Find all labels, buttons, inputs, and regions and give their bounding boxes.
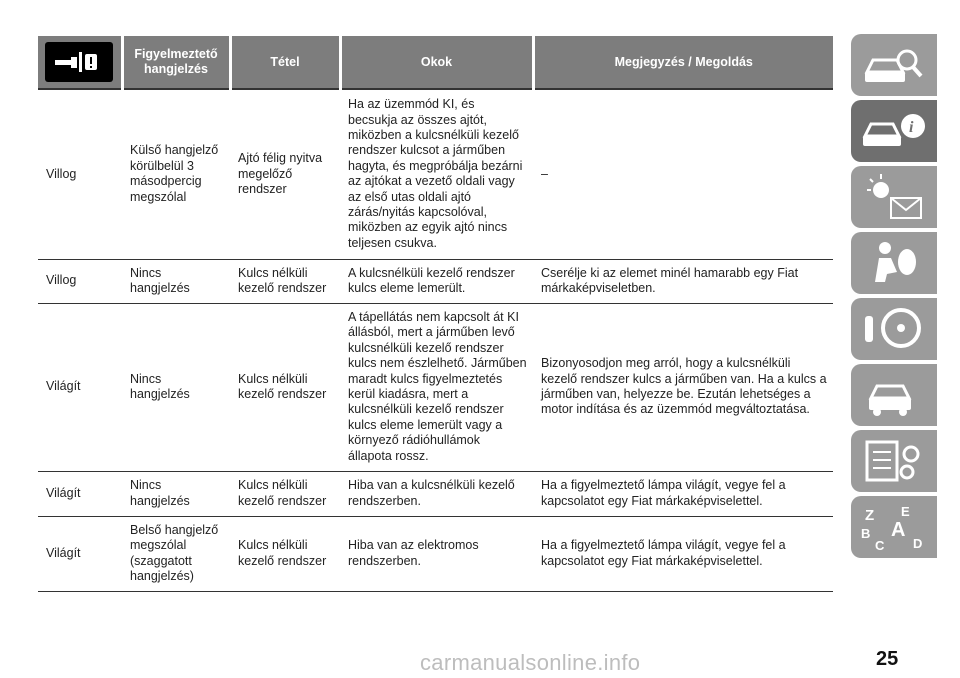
cell-cause: Ha az üzemmód KI, és becsukja az összes ajtót, miközben a kulcsnélküli kezelő rendszer kulcsot a járműben hagyta, és megpróbálja bezárni az ajtókat a vezető oldali vagy az első utas oldali ajtó zárás/nyitás kapcsolóval, miközben az egyik ajtó nincs teljesen csukva.	[340, 89, 533, 259]
watermark: carmanualsonline.info	[420, 650, 641, 675]
warning-light-message-icon	[857, 170, 929, 224]
table-header-row	[38, 36, 833, 89]
cell-sound: Nincs hangjelzés	[122, 471, 230, 516]
cell-light: Világít	[38, 303, 122, 471]
tab-warning-lights[interactable]	[851, 166, 937, 228]
cell-cause: A kulcsnélküli kezelő rendszer kulcs eleme lemerült.	[340, 259, 533, 303]
cell-light: Villog	[38, 259, 122, 303]
car-search-icon	[857, 38, 929, 92]
svg-text:A: A	[891, 519, 906, 541]
cell-light: Világít	[38, 516, 122, 591]
cell-cause: Hiba van az elektromos rendszerben.	[340, 516, 533, 591]
table-row	[38, 516, 833, 591]
cell-solution: Cserélje ki az elemet minél hamarabb egy Fiat márkaképviseletben.	[533, 259, 833, 303]
airbag-seat-icon	[857, 236, 929, 290]
tab-car-info[interactable]	[851, 100, 937, 162]
tab-maintenance[interactable]	[851, 430, 937, 492]
table-row	[38, 303, 833, 471]
cell-cause: A tápellátás nem kapcsolt át KI állásból, mert a járműben levő kulcsnélküli kezelő rendszer kulcs nem észlelhető. Járműben maradt kulcs figyelmeztetés kerül kiadásra, mert a kulcsnélküli kezelő rendszer kulcs eleme lemerült vagy a környező rádióhullámok állapota rossz.	[340, 303, 533, 471]
car-service-icon	[857, 368, 929, 422]
cell-solution: Bizonyosodjon meg arról, hogy a kulcsnélküli kezelő rendszer kulcs a járműben van. Ha a kulcs a járműben van, helyezze be. Ezután lehetséges a motor indítása és az üzemmód megváltoztatása.	[533, 303, 833, 471]
header-solution: Megjegyzés / Megoldás	[533, 36, 833, 89]
svg-text:E: E	[901, 504, 910, 519]
cell-sound: Nincs hangjelzés	[122, 303, 230, 471]
cell-item: Kulcs nélküli kezelő rendszer	[230, 259, 340, 303]
troubleshooting-table-container	[38, 36, 833, 592]
steering-key-icon	[857, 302, 929, 356]
header-warning-sound: Figyelmeztető hangjelzés	[122, 36, 230, 89]
header-causes: Okok	[340, 36, 533, 89]
cell-item: Ajtó félig nyitva megelőző rendszer	[230, 89, 340, 259]
cell-light: Világít	[38, 471, 122, 516]
tab-starting-driving[interactable]	[851, 298, 937, 360]
cell-sound: Belső hangjelző megszólal (szaggatott hangjelzés)	[122, 516, 230, 591]
cell-item: Kulcs nélküli kezelő rendszer	[230, 516, 340, 591]
cell-cause: Hiba van a kulcsnélküli kezelő rendszerben.	[340, 471, 533, 516]
alphabet-index-icon	[857, 500, 929, 554]
cell-light: Villog	[38, 89, 122, 259]
svg-text:B: B	[861, 526, 871, 541]
cell-solution: Ha a figyelmeztető lámpa világít, vegye fel a kapcsolatot egy Fiat márkaképviselettel.	[533, 471, 833, 516]
tab-index[interactable]	[851, 496, 937, 558]
tab-car-search[interactable]	[851, 34, 937, 96]
car-info-icon	[857, 104, 929, 158]
key-fob-warning-icon	[45, 42, 113, 82]
table-row	[38, 259, 833, 303]
svg-text:D: D	[913, 536, 923, 551]
cell-sound: Nincs hangjelzés	[122, 259, 230, 303]
svg-text:Z: Z	[865, 507, 875, 524]
page-number: 25	[876, 648, 899, 670]
table-row	[38, 471, 833, 516]
tab-emergency[interactable]	[851, 364, 937, 426]
svg-text:i: i	[909, 119, 914, 136]
cell-item: Kulcs nélküli kezelő rendszer	[230, 471, 340, 516]
cell-solution: Ha a figyelmeztető lámpa világít, vegye fel a kapcsolatot egy Fiat márkaképviselettel.	[533, 516, 833, 591]
header-item: Tétel	[230, 36, 340, 89]
tab-safety[interactable]	[851, 232, 937, 294]
header-icon-cell	[38, 36, 122, 89]
cell-solution: –	[533, 89, 833, 259]
cell-item: Kulcs nélküli kezelő rendszer	[230, 303, 340, 471]
table-row	[38, 89, 833, 259]
cell-sound: Külső hangjelző körülbelül 3 másodpercig megszólal	[122, 89, 230, 259]
chapter-sidebar	[851, 34, 937, 562]
troubleshooting-table	[38, 36, 833, 592]
svg-text:C: C	[875, 538, 885, 553]
settings-list-icon	[857, 434, 929, 488]
